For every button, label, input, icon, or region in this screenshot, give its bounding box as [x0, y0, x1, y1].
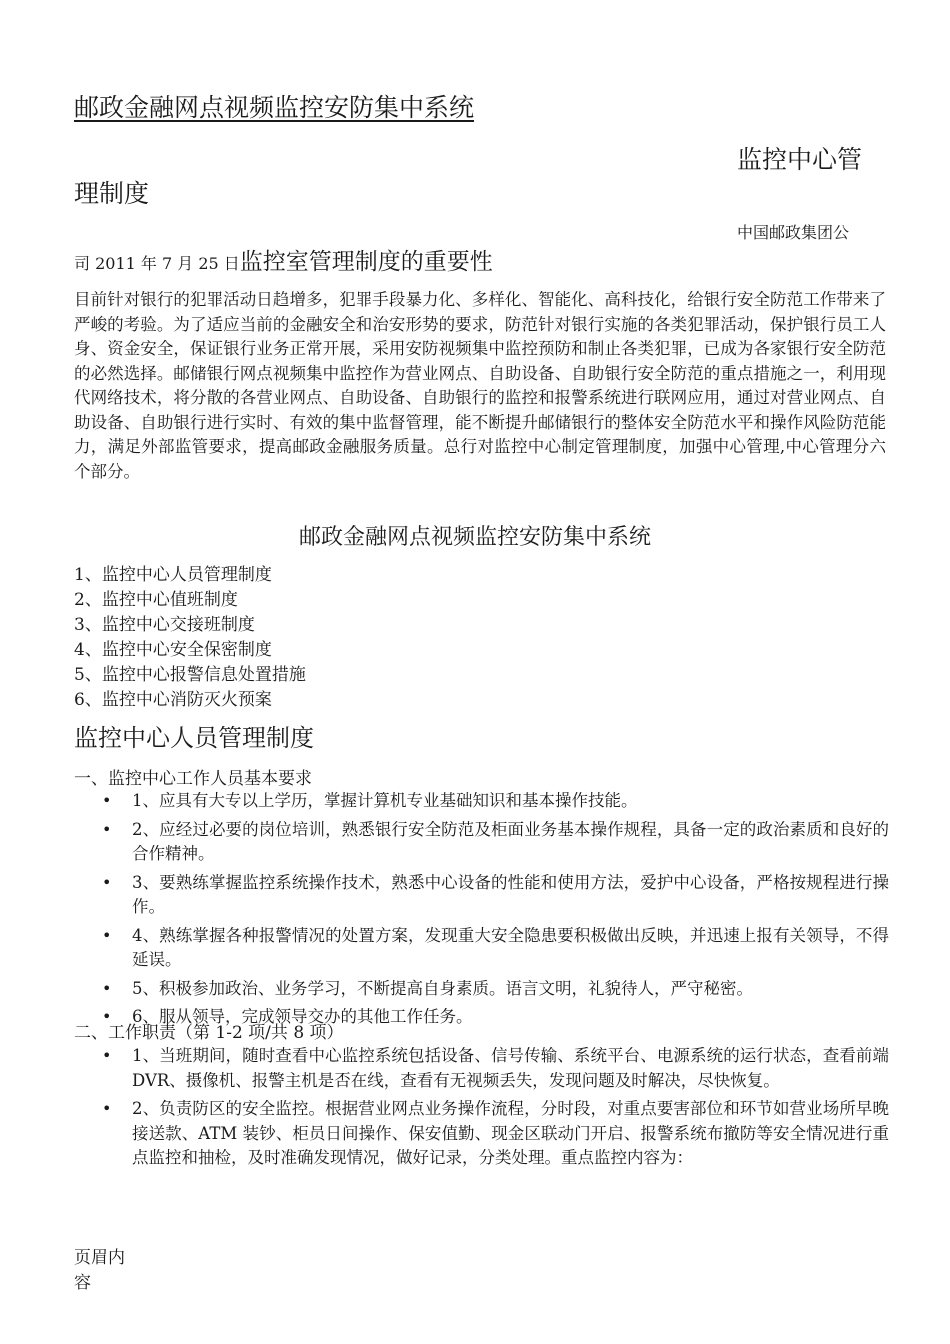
- toc-list: [74, 563, 306, 713]
- bullet-icon: •: [102, 1046, 112, 1065]
- page-header-placeholder: 页眉内容: [74, 1248, 125, 1293]
- toc-item: 3、监控中心交接班制度: [74, 615, 255, 635]
- title-right-fragment: 监控中心管: [737, 145, 863, 174]
- part1-list: [74, 789, 889, 1034]
- bullet-icon: •: [102, 978, 112, 998]
- toc-item: 1、监控中心人员管理制度: [74, 565, 272, 585]
- bullet-icon: •: [102, 1007, 112, 1026]
- bullet-icon: •: [102, 925, 112, 945]
- date-heading-line: [74, 243, 493, 276]
- section-title: 监控中心人员管理制度: [74, 724, 314, 752]
- center-title: 邮政金融网点视频监控安防集中系统: [298, 525, 651, 550]
- list-item: [74, 1097, 889, 1171]
- part2-list: [74, 1044, 889, 1175]
- toc-item: 4、监控中心安全保密制度: [74, 640, 272, 660]
- intro-paragraph: 目前针对银行的犯罪活动日趋增多，犯罪手段暴力化、多样化、智能化、高科技化，给银行安全防范工作带来了严峻的考验。为了适应当前的金融安全和治安形势的要求，防范针对银行实施的各类犯罪活动，保护银行员工人身、资金安全，保证银行业务正常开展，采用安防视频集中监控预防和制止各类犯罪，已成为各家银行安全防范的必然选择。邮储银行网点视频集中监控作为营业网点、自助设备、自助银行安全防范的重点措施之一，利用现代网络技术，将分散的各营业网点、自助设备、自助银行的监控和报警系统进行联网应用，通过对营业网点、自助设备、自助银行进行实时、有效的集中监督管理，能不断提升邮储银行的整体安全防范水平和操作风险防范能力，满足外部监管要求，提高邮政金融服务质量。总行对监控中心制定管理制度，加强中心管理,中心管理分六个部分。: [74, 290, 886, 481]
- toc-item: 5、监控中心报警信息处置措施: [74, 665, 306, 685]
- bullet-icon: •: [102, 1099, 112, 1118]
- list-item-text: 2、负责防区的安全监控。根据营业网点业务操作流程，分时段，对重点要害部位和环节如营业场所早晚接送款、ATM 装钞、柜员日间操作、保安值勤、现金区联动门开启、报警系统布撤防等安全情况进行重点监控和抽检，及时准确发现情况，做好记录，分类处理。重点监控内容为：: [132, 1099, 889, 1167]
- document-title: 邮政金融网点视频监控安防集中系统: [74, 93, 475, 122]
- list-item: [74, 789, 889, 814]
- list-item: [74, 977, 889, 1002]
- list-item-text: 4、熟练掌握各种报警情况的处置方案，发现重大安全隐患要积极做出反映，并迅速上报有关领导，不得延误。: [132, 925, 889, 969]
- list-item-text: 3、要熟练掌握监控系统操作技术，熟悉中心设备的性能和使用方法，爱护中心设备，严格按规程进行操作。: [132, 872, 889, 916]
- title-continued: 理制度: [74, 179, 150, 208]
- toc-item: 2、监控中心值班制度: [74, 590, 238, 610]
- list-item: [74, 1044, 889, 1093]
- list-item: [74, 924, 889, 973]
- list-item-text: 5、积极参加政治、业务学习，不断提高自身素质。语言文明，礼貌待人，严守秘密。: [132, 978, 753, 998]
- list-item: [74, 871, 889, 920]
- date-text: 司 2011 年 7 月 25 日: [74, 254, 240, 273]
- bullet-icon: •: [102, 791, 112, 810]
- list-item: [74, 818, 889, 867]
- list-item-text: 1、当班期间，随时查看中心监控系统包括设备、信号传输、系统平台、电源系统的运行状态，查看前端 DVR、摄像机、报警主机是否在线，查看有无视频丢失，发现问题及时解决，尽快恢复。: [132, 1046, 889, 1090]
- importance-heading: 监控室管理制度的重要性: [239, 249, 493, 275]
- list-item-text: 2、应经过必要的岗位培训，熟悉银行安全防范及柜面业务基本操作规程，具备一定的政治素质和良好的合作精神。: [132, 819, 889, 863]
- bullet-icon: •: [102, 819, 112, 839]
- organization-line: 中国邮政集团公: [737, 223, 850, 242]
- part2-heading: 二、工作职责（第 1-2 项/共 8 项）: [74, 1023, 344, 1043]
- list-item-text: 1、应具有大专以上学历，掌握计算机专业基础知识和基本操作技能。: [132, 791, 638, 810]
- list-item-text: 6、服从领导，完成领导交办的其他工作任务。: [132, 1007, 473, 1026]
- part1-heading: 一、监控中心工作人员基本要求: [74, 769, 312, 789]
- bullet-icon: •: [102, 872, 112, 892]
- toc-item: 6、监控中心消防灭火预案: [74, 690, 272, 710]
